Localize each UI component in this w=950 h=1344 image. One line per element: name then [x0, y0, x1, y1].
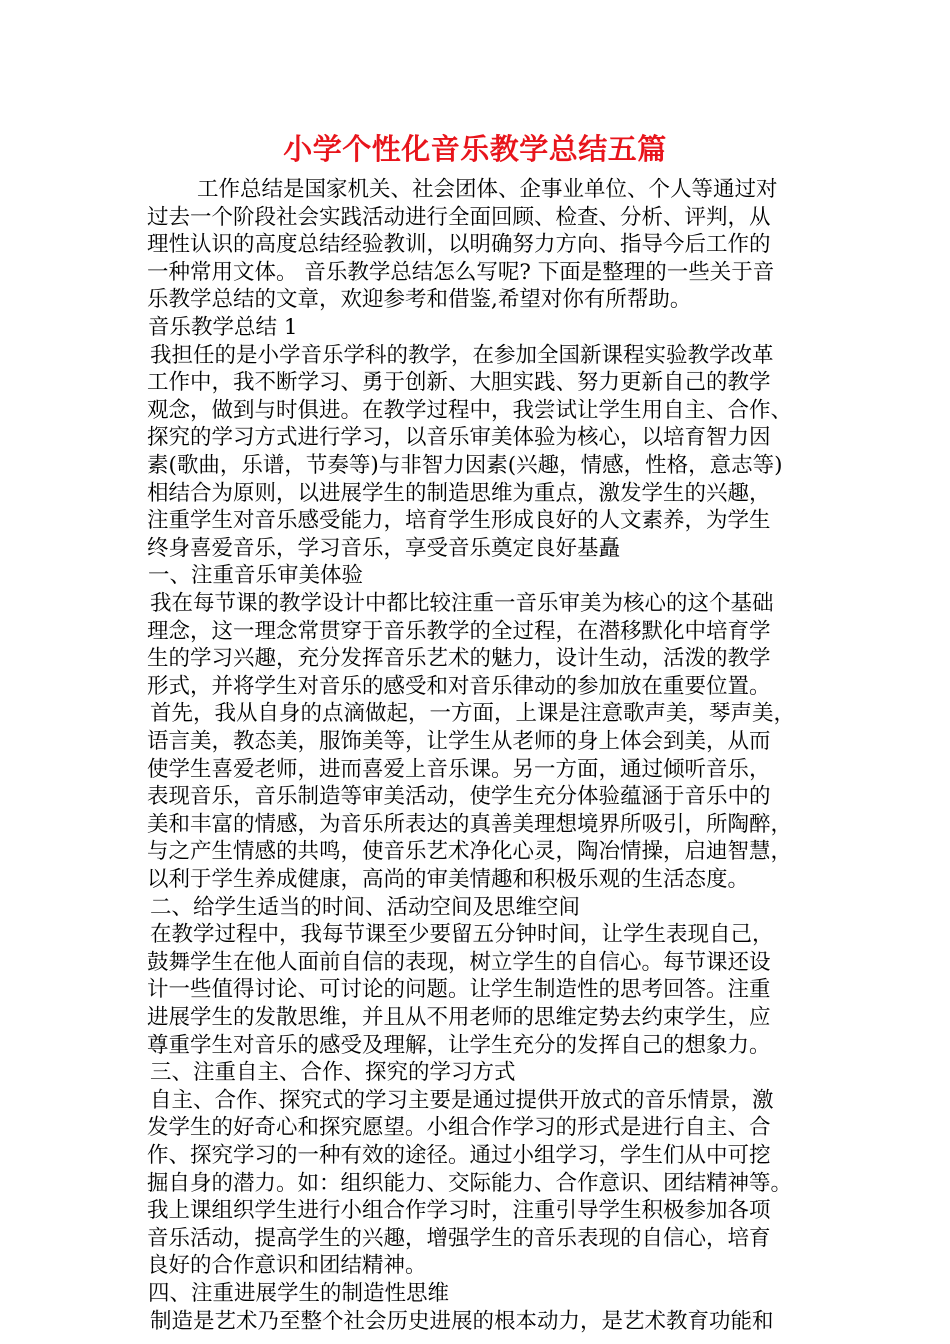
text-line: 过去一个阶段社会实践活动进行全面回顾、检查、分析、评判，从: [147, 204, 771, 230]
text-line: 表现音乐，音乐制造等审美活动，使学生充分体验蕴涵于音乐中的: [147, 784, 771, 810]
text-line: 鼓舞学生在他人面前自信的表现，树立学生的自信心。每节课还设: [147, 949, 771, 975]
text-line: 观念，做到与时俱进。在教学过程中，我尝试让学生用自主、合作、: [147, 397, 793, 423]
text-line: 制造是艺术乃至整个社会历史进展的根本动力，是艺术教育功能和: [150, 1308, 774, 1334]
text-line: 四、注重进展学生的制造性思维: [148, 1281, 450, 1306]
text-line: 作、探究学习的一种有效的途径。通过小组学习，学生们从中可挖: [147, 1143, 771, 1168]
text-line: 以利于学生养成健康，高尚的审美情趣和积极乐观的生活态度。: [147, 867, 750, 892]
text-line: 生的学习兴趣，充分发挥音乐艺术的魅力，设计生动，活泼的教学: [147, 646, 771, 672]
text-line: 相结合为原则，以进展学生的制造思维为重点，激发学生的兴趣，: [147, 480, 771, 506]
text-line: 在教学过程中，我每节课至少要留五分钟时间，让学生表现自己，: [150, 922, 774, 948]
text-line: 音乐教学总结 1: [148, 315, 298, 340]
text-line: 乐教学总结的文章，欢迎参考和借鉴,希望对你有所帮助。: [147, 287, 692, 313]
text-line: 探究的学习方式进行学习，以音乐审美体验为核心，以培育智力因: [147, 425, 771, 451]
text-line: 掘自身的潜力。如：组织能力、交际能力、合作意识、团结精神等。: [147, 1170, 793, 1196]
text-line: 理性认识的高度总结经验教训，以明确努力方向、指导今后工作的: [147, 232, 771, 258]
text-line: 自主、合作、探究式的学习主要是通过提供开放式的音乐情景，激: [150, 1087, 774, 1113]
text-line: 语言美，教态美，服饰美等，让学生从老师的身上体会到美，从而: [147, 729, 771, 754]
text-line: 工作总结是国家机关、社会团体、企事业单位、个人等通过对: [197, 177, 778, 202]
text-line: 我上课组织学生进行小组合作学习时，注重引导学生积极参加各项: [147, 1198, 771, 1224]
text-line: 终身喜爱音乐，学习音乐，享受音乐奠定良好基矗: [147, 535, 621, 561]
text-line: 尊重学生对音乐的感受及理解，让学生充分的发挥自己的想象力。: [147, 1032, 771, 1058]
text-line: 音乐活动，提高学生的兴趣，增强学生的音乐表现的自信心，培育: [147, 1225, 771, 1251]
text-line: 使学生喜爱老师，进而喜爱上音乐课。另一方面，通过倾听音乐，: [147, 756, 771, 782]
text-line: 三、注重自主、合作、探究的学习方式: [150, 1060, 516, 1086]
text-line: 理念，这一理念常贯穿于音乐教学的全过程，在潜移默化中培育学: [147, 618, 771, 644]
text-line: 发学生的好奇心和探究愿望。小组合作学习的形式是进行自主、合: [147, 1115, 771, 1141]
text-line: 工作中，我不断学习、勇于创新、大胆实践、努力更新自己的教学: [147, 370, 771, 396]
text-line: 我担任的是小学音乐学科的教学，在参加全国新课程实验教学改革: [150, 342, 774, 368]
text-line: 美和丰富的情感，为音乐所表达的真善美理想境界所吸引，所陶醉，: [147, 811, 793, 837]
text-line: 一、注重音乐审美体验: [148, 563, 364, 589]
text-line: 一种常用文体。 音乐教学总结怎么写呢? 下面是整理的一些关于音: [147, 259, 775, 285]
text-line: 良好的合作意识和团结精神。: [147, 1253, 427, 1279]
text-line: 与之产生情感的共鸣，使音乐艺术净化心灵，陶冶情操，启迪智慧，: [147, 839, 793, 865]
text-line: 形式，并将学生对音乐的感受和对音乐律动的参加放在重要位置。: [147, 673, 771, 699]
text-line: 素(歌曲，乐谱，节奏等)与非智力因素(兴趣，情感，性格，意志等): [147, 453, 783, 478]
document-title: 小学个性化音乐教学总结五篇: [283, 132, 667, 166]
text-line: 注重学生对音乐感受能力，培育学生形成良好的人文素养，为学生: [147, 508, 771, 534]
text-line: 首先，我从自身的点滴做起，一方面，上课是注意歌声美，琴声美，: [150, 701, 796, 727]
text-line: 进展学生的发散思维，并且从不用老师的思维定势去约束学生，应: [147, 1005, 771, 1030]
text-line: 计一些值得讨论、可讨论的问题。让学生制造性的思考回答。注重: [147, 977, 771, 1003]
text-line: 二、给学生适当的时间、活动空间及思维空间: [150, 894, 581, 920]
text-line: 我在每节课的教学设计中都比较注重一音乐审美为核心的这个基础: [150, 591, 774, 616]
